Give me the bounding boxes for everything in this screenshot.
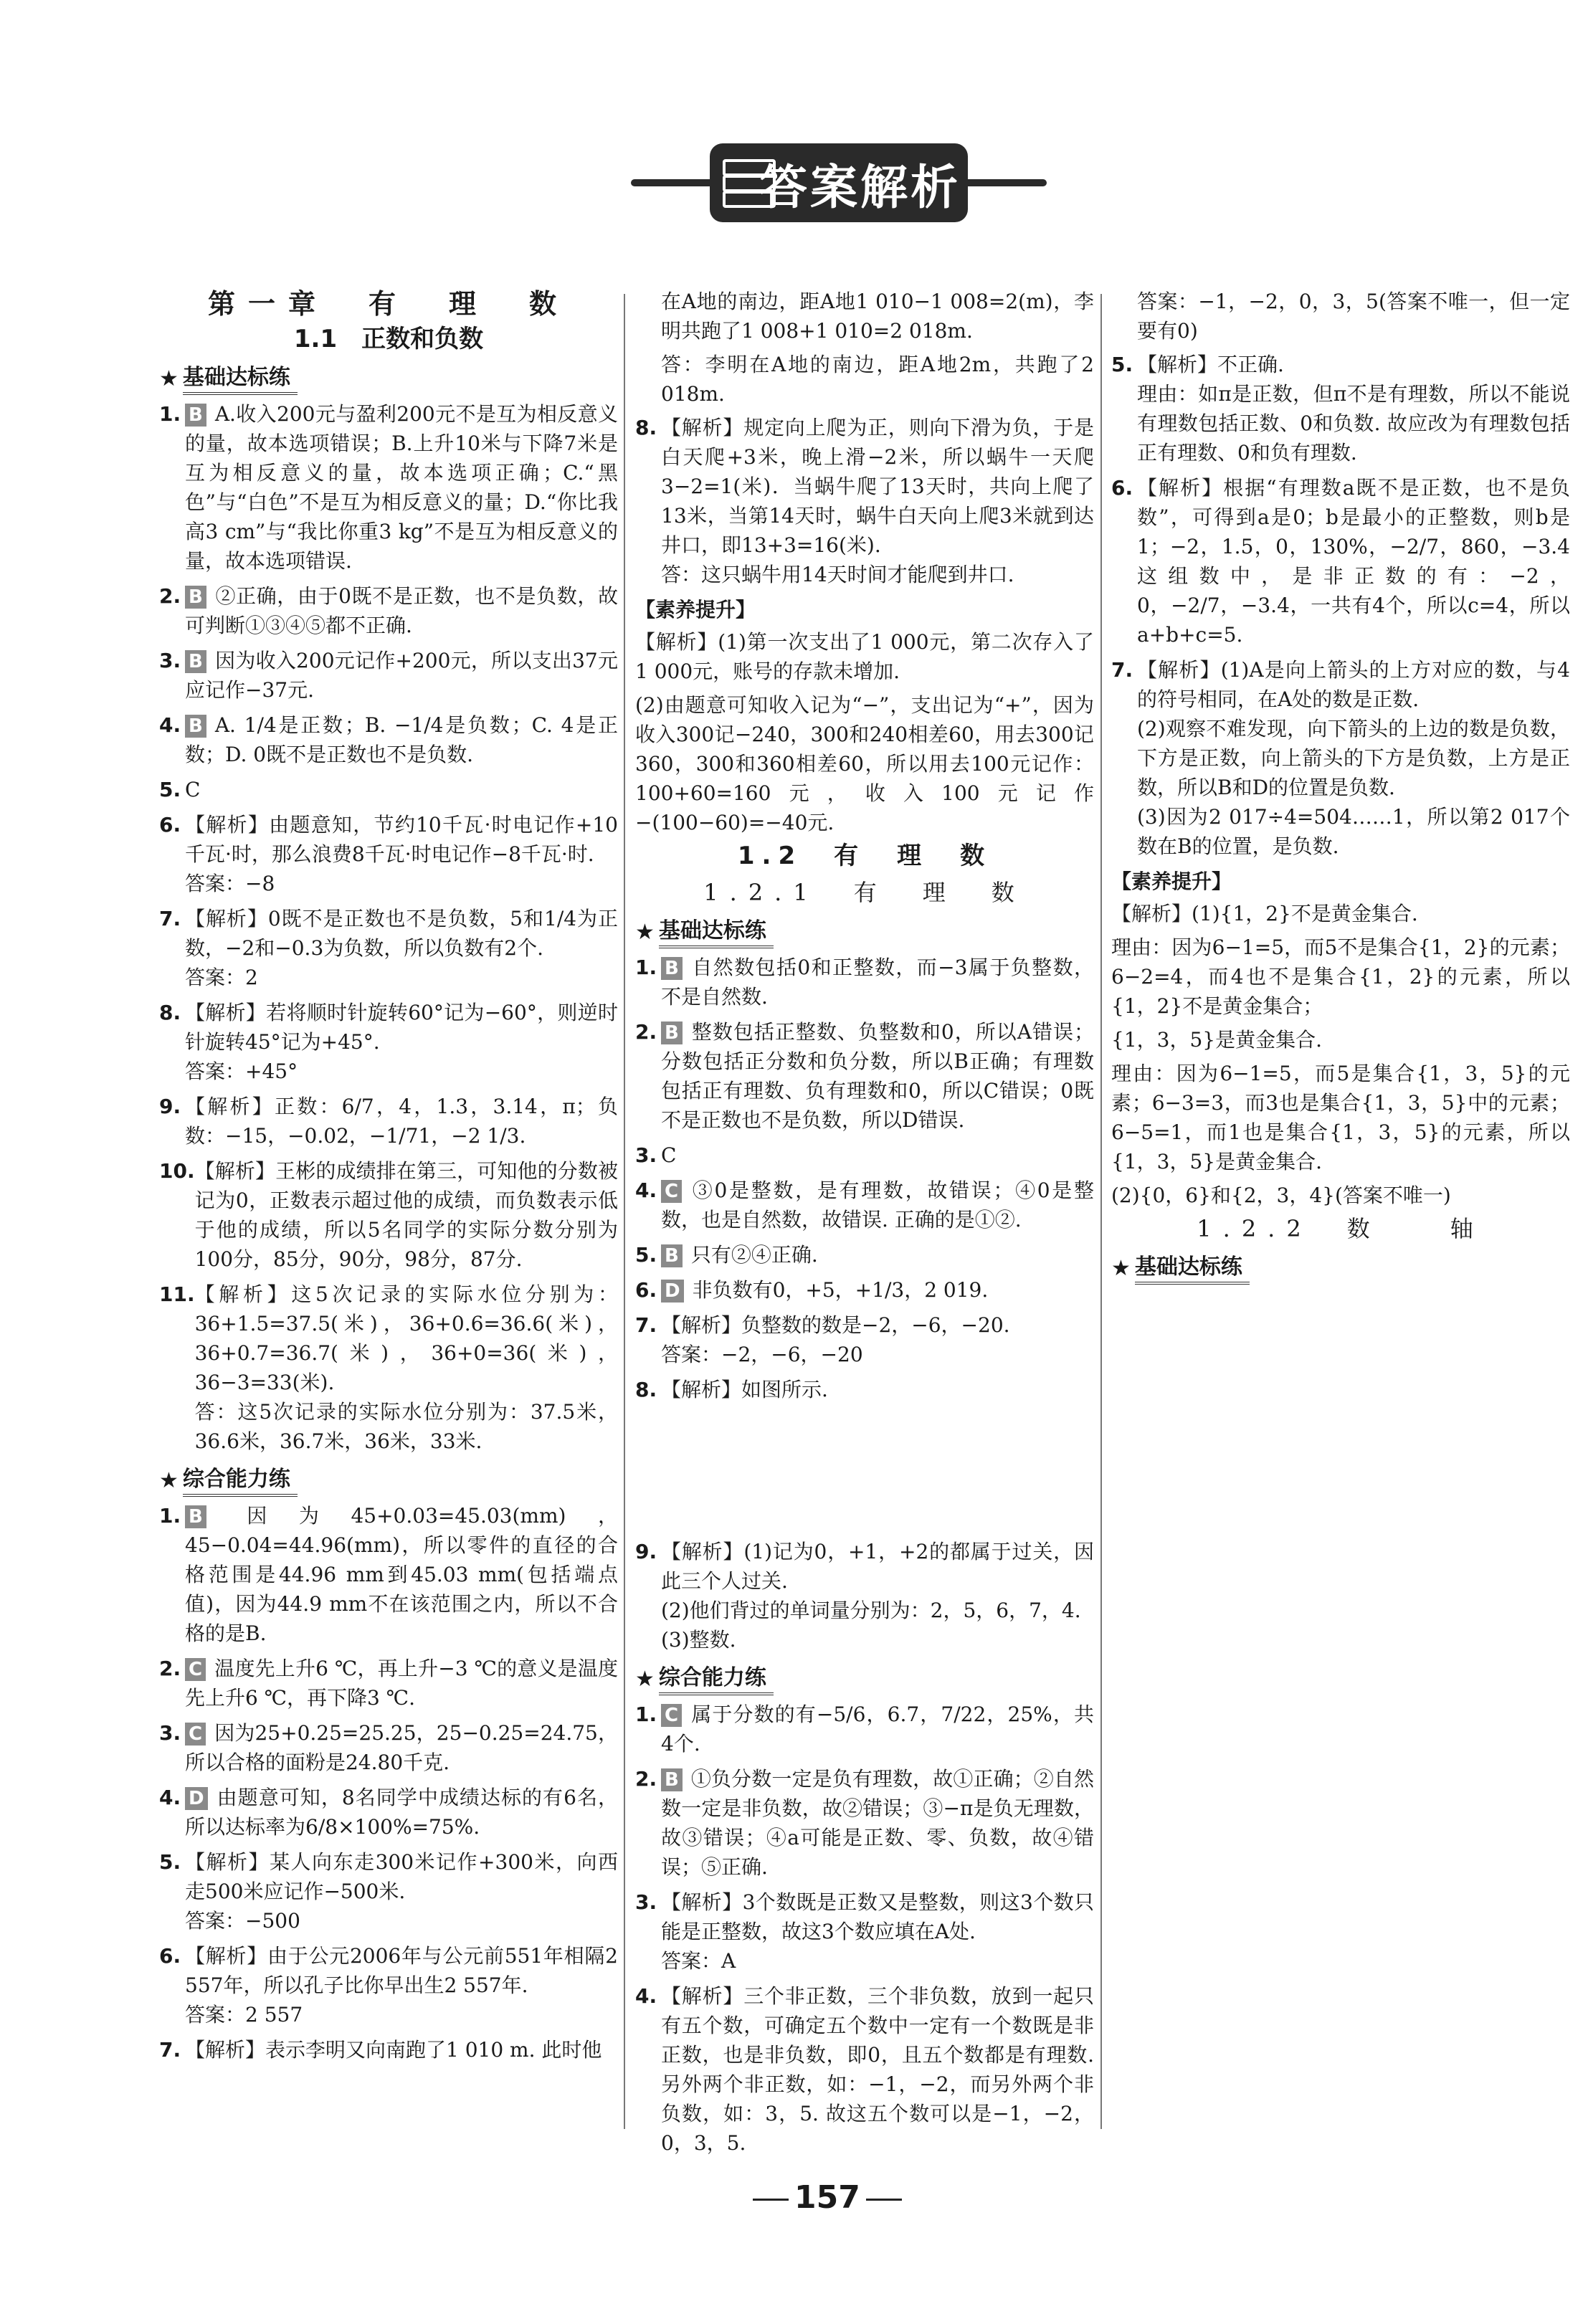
item-body <box>661 1017 1094 1135</box>
item-body <box>661 1240 1094 1270</box>
item-body <box>185 646 618 705</box>
star-icon: ★ <box>159 366 179 391</box>
choice-badge: B <box>185 404 206 427</box>
choice-badge: B <box>661 1021 683 1044</box>
choice-badge: C <box>661 1180 682 1203</box>
item-text: 【解析】表示李明又向南跑了1 010 m. 此时他 <box>185 2038 602 2062</box>
item-text: 【解析】某人向东走300米记作+300米，向西走500米应记作−500米. <box>185 1850 618 1903</box>
answer-item <box>159 1718 618 1777</box>
tisheng-line: (2){0，6}和{2，3，4}(答案不唯一) <box>1111 1184 1451 1207</box>
item-number: 2. <box>635 1767 657 1791</box>
item-number: 3. <box>159 1721 181 1745</box>
item-body <box>185 998 618 1086</box>
item-text: 因为25+0.25=25.25，25−0.25=24.75，所以合格的面粉是24.80千克. <box>185 1721 618 1774</box>
answer-item <box>159 1092 618 1151</box>
item-extra: 理由：如π是正数，但π不是有理数，所以不能说有理数包括正数、0和负数. 故应改为有理数包括正有理数、0和负有理数. <box>1137 382 1570 465</box>
answer-item <box>159 1847 618 1935</box>
answer-item <box>159 399 618 576</box>
choice-badge: C <box>185 1658 206 1681</box>
continued-text: 在A地的南边，距A地1 010−1 008=2(m)，李明共跑了1 008+1 010=2 018m. <box>661 290 1094 343</box>
item-number: 1. <box>635 956 657 979</box>
item-text: 因为45+0.03=45.03(mm)，45−0.04=44.96(mm)，所以零件的直径的合格范围是44.96 mm到45.03 mm(包括端点值)，因为44.9 mm不在该范围之内，所以不合格的是B. <box>185 1504 618 1645</box>
item-body <box>185 1654 618 1713</box>
item-number: 6. <box>635 1278 657 1302</box>
answer-item <box>1111 350 1570 467</box>
answer-list <box>1111 350 1570 861</box>
item-number: 2. <box>159 1657 181 1680</box>
item-text: 【解析】3个数既是正数又是整数，则这3个数只能是正整数，故这3个数应填在A处. <box>661 1890 1094 1943</box>
chapter-title: 第一章 有 理 数 <box>207 288 569 320</box>
item-answer: 答案：2 <box>185 966 258 989</box>
column-2 <box>635 287 1094 2163</box>
column-3 <box>1111 287 1570 1289</box>
item-number: 1. <box>635 1702 657 1726</box>
basic-practice-heading: ★ 基础达标练 <box>159 363 618 395</box>
books-icon <box>723 159 773 206</box>
item-text: 【解析】若将顺时针旋转60°记为−60°，则逆时针旋转45°记为+45°. <box>185 1001 618 1054</box>
column-1 <box>159 287 618 2070</box>
item-text: 【解析】根据“有理数a既不是正数，也不是负数”，可得到a是0；b是最小的正整数，则b是1；−2，1.5，0，130%，−2/7，860，−3.4这组数中，是非正数的有：−2，0，−2/7，−3.4，一共有4个，所以c=4，所以a+b+c=5. <box>1137 476 1570 647</box>
item-extra: (2)他们背过的单词量分别为：2，5，6，7，4. <box>661 1599 1081 1622</box>
continued-answer: 答：李明在A地的南边，距A地2m，共跑了2 018m. <box>661 353 1094 406</box>
item-text: 非负数有0，+5，+1/3，2 019. <box>692 1278 989 1302</box>
item-number: 5. <box>635 1243 657 1267</box>
answer-item <box>635 1176 1094 1234</box>
item-body <box>185 581 618 640</box>
choice-badge: B <box>185 586 206 609</box>
page-title: 答案解析 <box>760 159 961 215</box>
item-number: 8. <box>159 1001 181 1024</box>
item-text: 【解析】(1)记为0，+1，+2的都属于过关，因此三个人过关. <box>661 1540 1094 1593</box>
answer-item <box>635 1700 1094 1758</box>
item-number: 1. <box>159 1504 181 1528</box>
item-number: 7. <box>635 1313 657 1337</box>
answer-item <box>159 1941 618 2029</box>
choice-badge: D <box>185 1787 208 1810</box>
item-body <box>661 1176 1094 1234</box>
item-number: 2. <box>159 584 181 608</box>
item-body <box>1137 655 1570 861</box>
item-number: 3. <box>159 649 181 672</box>
page-banner <box>631 143 1047 222</box>
answer-item <box>635 1140 1094 1170</box>
item-text: 【解析】三个非正数，三个非负数，放到一起只有五个数，可确定五个数中一定有一个数既是非正数，也是非负数，即0，且五个数都是有理数. 另外两个非正数，如：−1，−2，而另外两个非负数，如：3，5. 故这五个数可以是−1，−2，0，3，5. <box>661 1984 1094 2155</box>
choice-badge: C <box>185 1723 206 1746</box>
section-title: 1.2 有 理 数 <box>737 842 992 870</box>
item-body <box>185 1783 618 1842</box>
answer-list <box>159 1501 618 2065</box>
item-body <box>661 1887 1094 1976</box>
item-text: 【解析】正数：6/7，4，1.3，3.14，π；负数：−15，−0.02，−1/71，−2 1/3. <box>185 1095 618 1148</box>
banner-left-line <box>631 179 717 186</box>
answer-item <box>159 1654 618 1713</box>
answer-item <box>159 581 618 640</box>
item-body <box>661 1764 1094 1882</box>
item-text: 【解析】负整数的数是−2，−6，−20. <box>661 1313 1010 1337</box>
item-number: 4. <box>635 1178 657 1202</box>
item-number: 7. <box>159 2038 181 2062</box>
item-answer: 答案：−2，−6，−20 <box>661 1343 863 1366</box>
answer-item <box>159 904 618 992</box>
basic-practice-heading: ★ 基础达标练 <box>1111 1252 1570 1285</box>
item-number: 7. <box>159 907 181 930</box>
answer-item <box>635 1017 1094 1135</box>
item-number: 5. <box>159 778 181 801</box>
item-text: 【解析】这5次记录的实际水位分别为：36+1.5=37.5(米)，36+0.6=36.6(米)，36+0.7=36.7(米)，36+0=36(米)，36−3=33(米). <box>194 1282 618 1394</box>
item-number: 9. <box>159 1095 181 1118</box>
item-body <box>661 1140 1094 1170</box>
item-body <box>661 1375 1094 1404</box>
item-text: 整数包括正整数、负整数和0，所以A错误；分数包括正分数和负分数，所以B正确；有理数包括正有理数、负有理数和0，所以C错误；0既不是正数也不是负数，所以D错误. <box>661 1020 1094 1132</box>
item-number: 10. <box>159 1159 195 1183</box>
item-number: 7. <box>1111 658 1133 682</box>
answer-item <box>635 1981 1094 2158</box>
item-body <box>185 1941 618 2029</box>
answer-item <box>159 1156 618 1274</box>
item-text: 温度先上升6 ℃，再上升−3 ℃的意义是温度先上升6 ℃，再下降3 ℃. <box>185 1657 618 1710</box>
tisheng-text-2: (2)由题意可知收入记为“−”，支出记为“+”，因为收入300记−240，300和240相差60，用去300记360，300和360相差60，所以用去100元记作：100+60=160元，收入100元记作−(100−60)=−40元. <box>635 693 1094 834</box>
item-body <box>661 1537 1094 1654</box>
choice-badge: C <box>661 1704 682 1727</box>
item-body <box>185 2035 618 2065</box>
item-body <box>1137 350 1570 467</box>
item-text: 【解析】王彬的成绩排在第三，可知他的分数被记为0，正数表示超过他的成绩，而负数表示低于他的成绩，所以5名同学的实际分数分别为100分，85分，90分，98分，87分. <box>194 1159 618 1271</box>
item-text: 属于分数的有−5/6，6.7，7/22，25%，共4个. <box>661 1702 1094 1756</box>
item-text: 【解析】规定向上爬为正，则向下滑为负，于是白天爬+3米，晚上滑−2米，所以蜗牛一天爬3−2=1(米)．当蜗牛爬了13天时，共向上爬了13米，当第14天时，蜗牛白天向上爬3米就到达井口，即13+3=16(米). <box>661 416 1094 557</box>
item-extra: (3)整数. <box>661 1628 736 1652</box>
star-icon: ★ <box>635 920 655 945</box>
item-body <box>661 1700 1094 1758</box>
answer-item <box>159 646 618 705</box>
answer-item <box>635 1275 1094 1305</box>
star-icon: ★ <box>1111 1256 1131 1281</box>
item-text: 【解析】如图所示. <box>661 1378 828 1401</box>
top-answer: 答案：−1，−2，0，3，5(答案不唯一，但一定要有0) <box>1137 290 1570 343</box>
item-text: 只有②④正确. <box>690 1243 818 1267</box>
answer-item <box>1111 473 1570 649</box>
answer-list <box>635 953 1094 1404</box>
star-icon: ★ <box>159 1468 179 1493</box>
answer-item <box>159 810 618 898</box>
choice-badge: B <box>185 1505 206 1528</box>
answer-item <box>159 2035 618 2065</box>
answer-item <box>635 1310 1094 1369</box>
tisheng-line: {1，3，5}是黄金集合. <box>1111 1028 1322 1052</box>
choice-badge: B <box>185 715 206 738</box>
item-number: 3. <box>635 1890 657 1914</box>
item-number: 8. <box>635 416 657 439</box>
comprehensive-practice-heading: ★ 综合能力练 <box>635 1663 1094 1695</box>
item-body <box>185 1092 618 1151</box>
tisheng-block <box>1111 899 1570 1210</box>
answer-list <box>635 1700 1094 2158</box>
item-text: A. 1/4是正数；B. −1/4是负数；C. 4是正数；D. 0既不是正数也不是负数. <box>185 713 618 766</box>
answer-item <box>635 1240 1094 1270</box>
subsection-title: 1.2.2 数 轴 <box>1197 1215 1485 1242</box>
item-answer: 答案：2 557 <box>185 2003 303 2027</box>
item-number: 4. <box>159 1786 181 1809</box>
item-text: 【解析】不正确. <box>1137 353 1284 376</box>
item-body <box>185 904 618 992</box>
answer-item <box>635 953 1094 1011</box>
item-number: 6. <box>159 1944 181 1968</box>
answer-item <box>635 1887 1094 1976</box>
tisheng-text: 【解析】(1)第一次支出了1 000元，第二次存入了1 000元，账号的存款未增加. <box>635 630 1094 683</box>
subsection-title: 1.2.1 有 理 数 <box>703 879 1026 906</box>
item-body <box>661 953 1094 1011</box>
answer-item <box>159 710 618 769</box>
item-body <box>661 413 1094 589</box>
tisheng-line: 理由：因为6−1=5，而5是集合{1，3，5}的元素；6−3=3，而3也是集合{1，3，5}中的元素；6−5=1，而1也是集合{1，3，5}的元素，所以{1，3，5}是黄金集合. <box>1111 1062 1570 1173</box>
item-body <box>185 1501 618 1648</box>
item-body <box>185 1847 618 1935</box>
answer-list <box>635 1537 1094 1654</box>
item-answer: 答：这只蜗牛用14天时间才能爬到井口. <box>661 563 1014 586</box>
item-number: 5. <box>1111 353 1133 376</box>
item-body <box>195 1280 618 1456</box>
answer-item <box>159 1501 618 1648</box>
item-number: 5. <box>159 1850 181 1874</box>
item-text: ②正确，由于0既不是正数，也不是负数，故可判断①③④⑤都不正确. <box>185 584 618 637</box>
item-number: 2. <box>635 1020 657 1044</box>
item-text: C <box>661 1143 677 1167</box>
item-number: 1. <box>159 402 181 426</box>
choice-badge: D <box>661 1280 684 1303</box>
tisheng-line: 理由：因为6−1=5，而5不是集合{1，2}的元素；6−2=4，而4也不是集合{1，2}的元素，所以{1，2}不是黄金集合； <box>1111 935 1570 1018</box>
answer-list <box>159 399 618 1456</box>
item-body <box>195 1156 618 1274</box>
item-body <box>185 810 618 898</box>
item-extra: (2)观察不难发现，向下箭头的上边的数是负数，下方是正数，向上箭头的下方是负数，上方是正数，所以B和D的位置是负数. <box>1137 717 1570 799</box>
item-answer: 答案：−500 <box>185 1909 300 1933</box>
item-body <box>185 1718 618 1777</box>
item-number: 4. <box>159 713 181 737</box>
item-body <box>661 1275 1094 1305</box>
item-text: 【解析】由题意知，节约10千瓦·时电记作+10千瓦·时，那么浪费8千瓦·时电记作−8千瓦·时. <box>185 813 618 866</box>
answer-item <box>635 1375 1094 1404</box>
item-body <box>185 775 618 804</box>
item-number: 9. <box>635 1540 657 1563</box>
banner-box <box>710 143 968 222</box>
item-body <box>185 399 618 576</box>
item-body <box>661 1310 1094 1369</box>
item-body <box>1137 473 1570 649</box>
item-text: A.收入200元与盈利200元不是互为相反意义的量，故本选项错误；B.上升10米与下降7米是互为相反意义的量，故本选项正确；C.“黑色”与“白色”不是互为相反意义的量；D.“你比我高3 cm”与“我比你重3 kg”不是互为相反意义的量，故本选项错误. <box>185 402 618 573</box>
item-text: ①负分数一定是负有理数，故①正确；②自然数一定是非负数，故②错误；③−π是负无理数，故③错误；④a可能是正数、零、负数，故④错误；⑤正确. <box>661 1767 1094 1879</box>
item-number: 8. <box>635 1378 657 1401</box>
item-text: 因为收入200元记作+200元，所以支出37元应记作−37元. <box>185 649 618 702</box>
item-extra: (3)因为2 017÷4=504……1，所以第2 017个数在B的位置，是负数. <box>1137 805 1570 858</box>
item-answer: 答案：A <box>661 1949 736 1973</box>
item-answer: 答：这5次记录的实际水位分别为：37.5米，36.6米，36.7米，36米，33米. <box>194 1400 618 1453</box>
star-icon: ★ <box>635 1667 655 1692</box>
item-number: 11. <box>159 1282 195 1306</box>
section-title: 1.1 正数和负数 <box>293 325 484 353</box>
answer-list <box>635 413 1094 589</box>
choice-badge: B <box>185 650 206 673</box>
item-number: 6. <box>159 813 181 837</box>
tisheng-heading: 【素养提升】 <box>1111 870 1232 893</box>
answer-item <box>159 775 618 804</box>
item-number: 4. <box>635 1984 657 2008</box>
tisheng-heading: 【素养提升】 <box>635 598 756 622</box>
item-text: 【解析】(1)A是向上箭头的上方对应的数，与4的符号相同，在A处的数是正数. <box>1137 658 1570 711</box>
item-answer: 答案：+45° <box>185 1059 298 1083</box>
banner-right-line <box>961 179 1047 186</box>
tisheng-line: 【解析】(1){1，2}不是黄金集合. <box>1111 902 1418 925</box>
choice-badge: B <box>661 957 683 980</box>
basic-practice-heading: ★ 基础达标练 <box>635 916 1094 948</box>
comprehensive-practice-heading: ★ 综合能力练 <box>159 1465 618 1497</box>
item-answer: 答案：−8 <box>185 872 275 895</box>
item-number: 6. <box>1111 476 1133 500</box>
answer-item <box>635 413 1094 589</box>
choice-badge: B <box>661 1768 683 1791</box>
column-divider-2 <box>1100 294 1102 2129</box>
venn-diagram <box>661 1414 1091 1522</box>
answer-item <box>159 998 618 1086</box>
item-body <box>661 1981 1094 2158</box>
item-text: 【解析】由于公元2006年与公元前551年相隔2 557年，所以孔子比你早出生2 557年. <box>185 1944 618 1997</box>
item-text: 自然数包括0和正整数，而−3属于负整数，不是自然数. <box>661 956 1094 1009</box>
answer-item <box>1111 655 1570 861</box>
column-divider-1 <box>624 294 625 2129</box>
answer-item <box>159 1783 618 1842</box>
item-body <box>185 710 618 769</box>
item-text: C <box>185 778 201 801</box>
item-text: ③0是整数，是有理数，故错误；④0是整数，也是自然数，故错误. 正确的是①②. <box>661 1178 1094 1232</box>
item-text: 由题意可知，8名同学中成绩达标的有6名，所以达标率为6/8×100%=75%. <box>185 1786 618 1839</box>
choice-badge: B <box>661 1244 683 1267</box>
answer-item <box>159 1280 618 1456</box>
item-number: 3. <box>635 1143 657 1167</box>
answer-item <box>635 1537 1094 1654</box>
answer-item <box>635 1764 1094 1882</box>
page-number: 157 <box>753 2179 902 2216</box>
item-text: 【解析】0既不是正数也不是负数，5和1/4为正数，−2和−0.3为负数，所以负数有2个. <box>185 907 618 960</box>
